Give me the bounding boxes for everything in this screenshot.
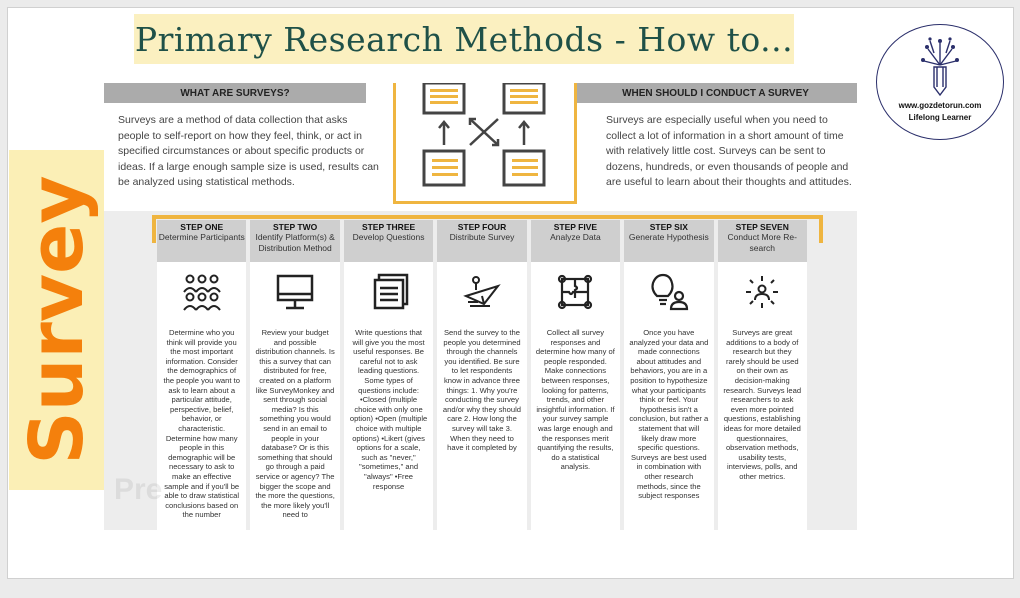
side-label: Survey: [14, 175, 100, 465]
step-text: Once you have analyzed your data and made connections about attitudes and behaviors, you are in a position to hypothesize what your participants think or feel. Your hypothesis isn't a conclusion, but rather a statement that will likely draw more specific questions. Surveys are best used in combination with other research methods, since the subject responses: [629, 328, 709, 501]
step-text: Review your budget and possible distribution channels. Is this a survey that can distributed for free, created on a platform like SurveyMonkey and sent through social media? Is this something you would send in an email to people in your database? Or is this something that should go through a paid service or agency? The bigger the scope and the more the questions, the more likely you'll need to: [255, 328, 335, 520]
group-icon: [182, 272, 222, 312]
puzzle-icon: [555, 272, 595, 312]
step-card: [157, 220, 246, 530]
step-text: Collect all survey responses and determine how many of people responded. Make connections between responses, looking for patterns, trends, and other insightful information. If your survey sample was large enough and the responses merit quantifying the results, do a statistical analysis.: [535, 328, 615, 472]
step-title: Develop Questions: [352, 232, 425, 242]
step-title: Conduct More Re-search: [727, 232, 797, 253]
step-number: STEP FOUR: [457, 222, 507, 232]
logo-tagline: Lifelong Learner: [908, 113, 972, 122]
step-number: STEP FIVE: [553, 222, 598, 232]
step-card: [437, 220, 526, 530]
when-text: Surveys are especially useful when you need to collect a lot of information in a short amount of time with relatively little cost. Surveys can be sent to dozens, hundreds, or even thousands of people and are useful to learn about their thoughts and attitudes.: [606, 114, 852, 188]
step-card: [250, 220, 339, 530]
step-number: STEP SIX: [649, 222, 688, 232]
what-heading: WHAT ARE SURVEYS?: [104, 83, 366, 103]
what-text: Surveys are a method of data collection that asks people to self-report on how they feel, think, or act in specified circumstances or about specific products or ideas. If a large enough sample size is used, results can be analyzed using statistical methods.: [118, 114, 379, 188]
step-text: Determine who you think will provide you the most important information. Consider the demographics of the people you want to ask to learn about a particular attitude, perspective, belief, behavior, or characteristic. Determine how many people in this demographic will be necessary to ask to make an effective sample and if you'll be able to draw statistical conclusions based on the number: [163, 328, 240, 520]
step-title: Determine Participants: [158, 232, 245, 242]
step-number: STEP SEVEN: [735, 222, 789, 232]
survey-flow-graphic: [393, 83, 577, 204]
when-heading: WHEN SHOULD I CONDUCT A SURVEY: [574, 83, 857, 103]
step-title: Generate Hypothesis: [628, 232, 709, 242]
step-card: [624, 220, 713, 530]
steps-list: [157, 220, 807, 530]
step-number: STEP ONE: [180, 222, 224, 232]
logo-url: www.gozdetorun.com: [898, 101, 982, 110]
step-number: STEP THREE: [361, 222, 416, 232]
network-people-icon: [742, 272, 782, 312]
document-icon: [369, 272, 409, 312]
step-text: Surveys are great additions to a body of research but they rarely should be used on their own as decision-making research. Surveys lead researchers to ask even more pointed questions, establishing ideas for more detailed questionnaires, observation methods, usability tests, interviews, polls, and other metrics.: [723, 328, 802, 481]
step-title: Distribute Survey: [449, 232, 515, 242]
step-card: [531, 220, 620, 530]
infographic: [104, 83, 857, 530]
survey-cycle-icon: [396, 83, 574, 201]
step-title: Identify Platform(s) & Distribution Method: [255, 232, 335, 253]
step-number: STEP TWO: [273, 222, 318, 232]
step-text: Write questions that will give you the most useful responses. Be careful not to ask leading questions. Some types of questions include: •Closed (multiple choice with only one option) •Open (multiple choice with multiple options) •Likert (gives options for a scale, such as "never," "sometimes," and "always" •Free response: [349, 328, 428, 491]
monitor-icon: [275, 272, 315, 312]
lightbulb-person-icon: [649, 272, 689, 312]
pencil-tree-icon: [920, 35, 960, 97]
step-title: Analyze Data: [550, 232, 601, 242]
side-label-box: [9, 150, 105, 490]
page-title: Primary Research Methods - How to...: [134, 14, 794, 64]
step-text: Send the survey to the people you determined through the channels you identified. Be sure to let respondents know in advance three things: 1. Why you're conducting the survey and/or why they should care 2. How long the survey will take 3. When they need to have it completed by: [442, 328, 522, 453]
logo: [876, 24, 1004, 140]
step-card: [718, 220, 807, 530]
step-card: [344, 220, 433, 530]
watermark: Pre: [114, 473, 163, 506]
paper-plane-icon: [462, 272, 502, 312]
